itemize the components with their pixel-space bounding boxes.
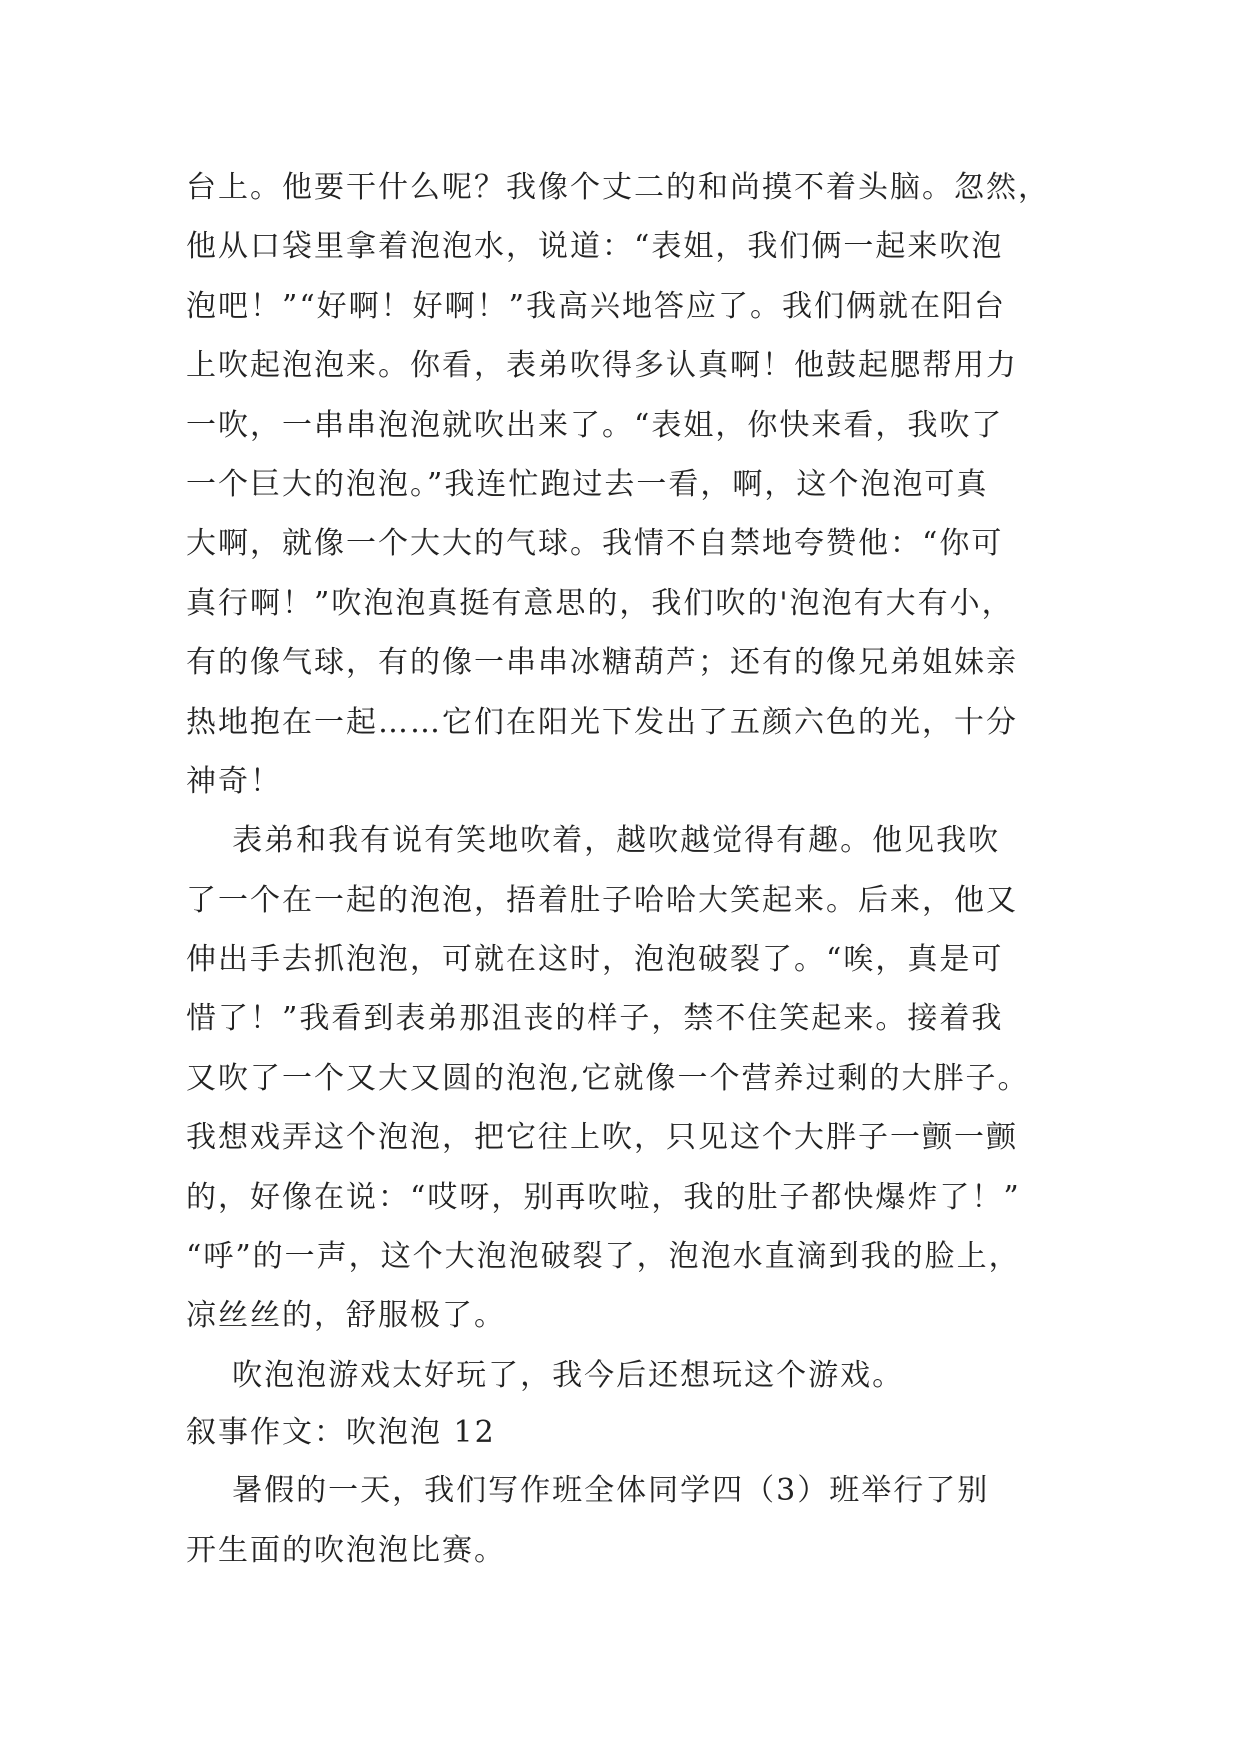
text-line: 的，好像在说：“哎呀，别再吹啦，我的肚子都快爆炸了！” [186,1179,1021,1215]
section-title: 叙事作文：吹泡泡 12 [186,1415,496,1451]
paragraph-4 [186,1461,1066,1580]
text-line: 表弟和我有说有笑地吹着，越吹越觉得有趣。他见我吹 [186,823,1001,859]
text-line: 热地抱在一起……它们在阳光下发出了五颜六色的光，十分 [186,704,1018,740]
text-line: 了一个在一起的泡泡，捂着肚子哈哈大笑起来。后来，他又 [186,882,1018,918]
text-line: 有的像气球，有的像一串串冰糖葫芦；还有的像兄弟姐妹亲 [186,645,1018,681]
text-line: 台上。他要干什么呢？我像个丈二的和尚摸不着头脑。忽然， [186,170,1050,205]
text-line: 神奇！ [186,763,282,799]
text-line: 吹泡泡游戏太好玩了，我今后还想玩这个游戏。 [186,1357,905,1393]
text-line: 大啊，就像一个大大的气球。我情不自禁地夸赞他：“你可 [186,526,1004,562]
text-line: 伸出手去抓泡泡，可就在这时，泡泡破裂了。“唉，真是可 [186,942,1004,978]
text-line: 我想戏弄这个泡泡，把它往上吹，只见这个大胖子一颤一颤 [186,1120,1018,1156]
text-line: 凉丝丝的，舒服极了。 [186,1298,506,1334]
text-line: 一个巨大的泡泡。”我连忙跑过去一看，啊，这个泡泡可真 [186,466,989,502]
text-line: 惜了！”我看到表弟那沮丧的样子，禁不住笑起来。接着我 [186,1001,1004,1037]
paragraph-3 [186,1346,1066,1405]
text-line: 上吹起泡泡来。你看，表弟吹得多认真啊！他鼓起腮帮用力 [186,348,1018,384]
text-line: 开生面的吹泡泡比赛。 [186,1532,506,1568]
paragraph-1 [186,158,1066,811]
paragraph-2 [186,811,1066,1346]
text-line: 泡吧！”“好啊！好啊！”我高兴地答应了。我们俩就在阳台 [186,288,1007,324]
document-body [186,158,1066,1580]
text-line: 真行啊！”吹泡泡真挺有意思的，我们吹的'泡泡有大有小， [186,585,1014,621]
text-line: 又吹了一个又大又圆的泡泡,它就像一个营养过剩的大胖子。 [186,1060,1030,1096]
text-line: 一吹，一串串泡泡就吹出来了。“表姐，你快来看，我吹了 [186,407,1004,443]
text-line: “呼”的一声，这个大泡泡破裂了，泡泡水直滴到我的脸上， [186,1239,1021,1275]
text-line: 暑假的一天，我们写作班全体同学四（3）班举行了别 [186,1473,990,1509]
text-line: 他从口袋里拿着泡泡水，说道：“表姐，我们俩一起来吹泡 [186,229,1004,265]
